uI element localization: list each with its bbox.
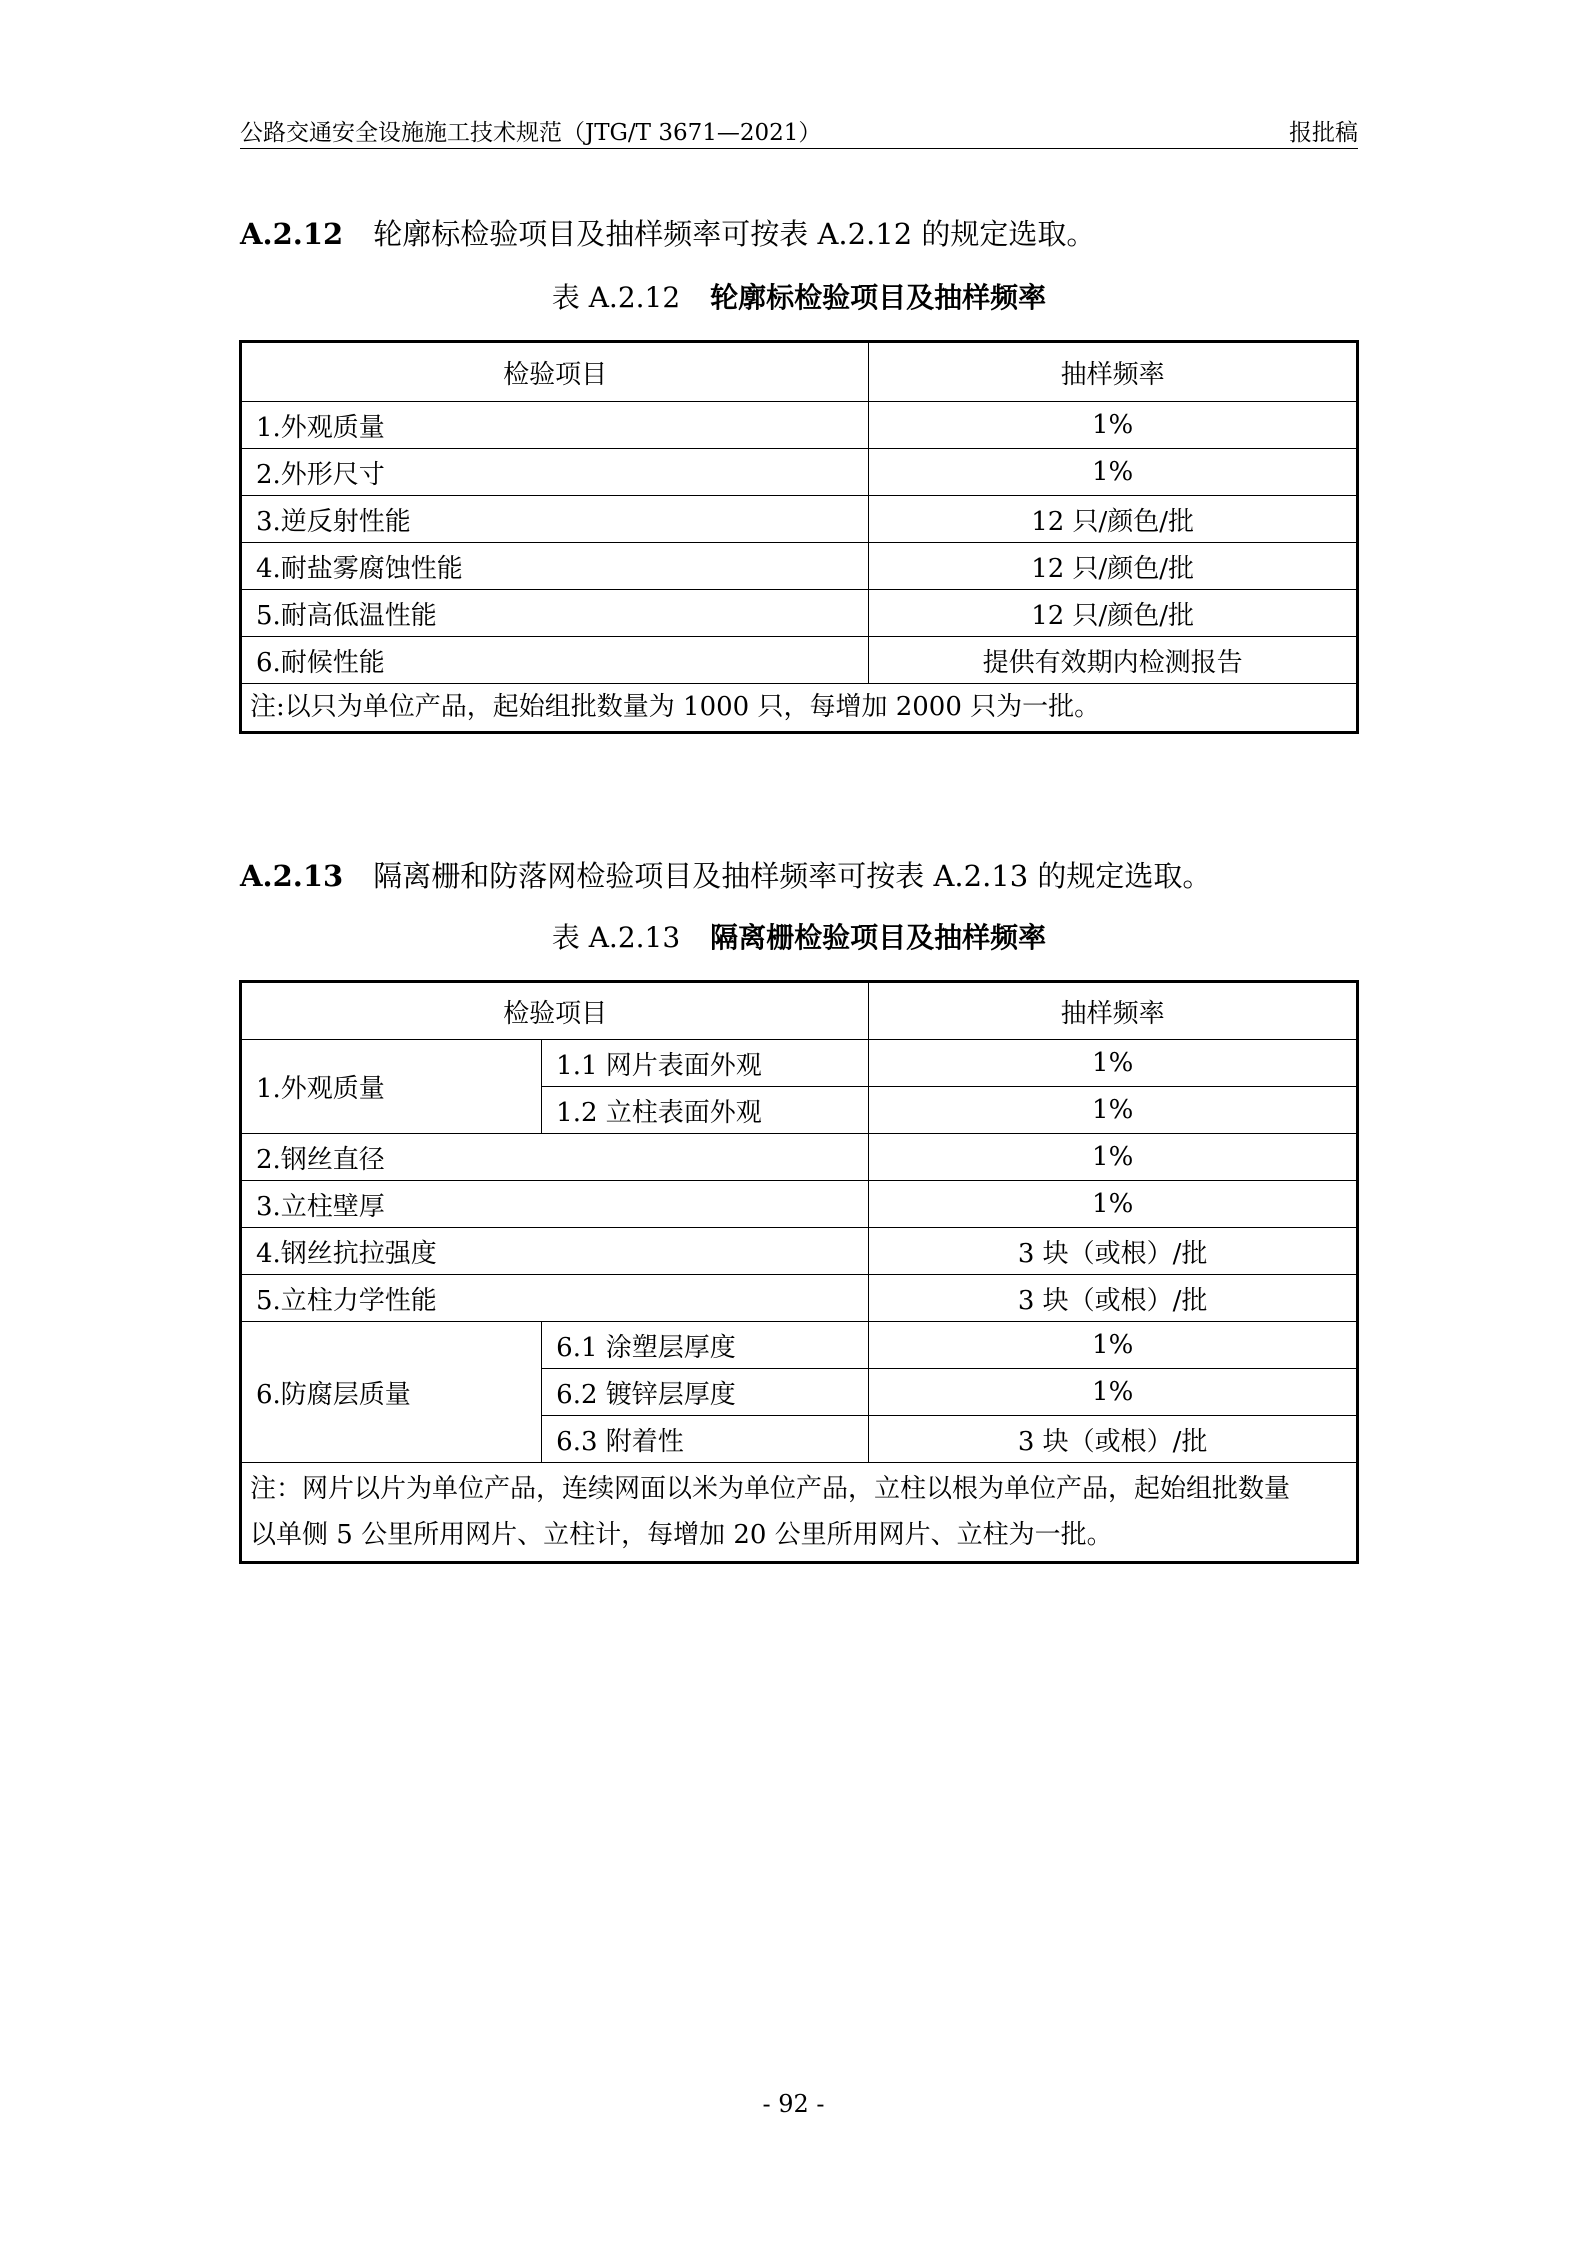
table-row [241, 1040, 1358, 1087]
note-line-2: 以单侧 5 公里所用网片、立柱计，每增加 20 公里所用网片、立柱为一批。 [250, 1520, 1113, 1550]
sub-item-cell: 1.2 立柱表面外观 [542, 1087, 869, 1134]
table-header-row [241, 982, 1358, 1040]
header-title: 公路交通安全设施施工技术规范（JTG/T 3671—2021） [240, 120, 822, 146]
table-title-a212 [240, 278, 1358, 318]
freq-cell: 3 块（或根）/批 [869, 1416, 1358, 1463]
table-note: 注:以只为单位产品，起始组批数量为 1000 只，每增加 2000 只为一批。 [241, 684, 1358, 733]
item-cell: 5.耐高低温性能 [241, 590, 869, 637]
table-a212 [239, 340, 1359, 734]
sub-item-cell: 6.1 涂塑层厚度 [542, 1322, 869, 1369]
sub-item-cell: 6.2 镀锌层厚度 [542, 1369, 869, 1416]
freq-cell: 1% [869, 1087, 1358, 1134]
freq-cell: 1% [869, 402, 1358, 449]
table-note [241, 1463, 1358, 1563]
item-cell: 2.钢丝直径 [241, 1134, 869, 1181]
group-item-cell: 1.外观质量 [241, 1040, 542, 1134]
freq-cell: 12 只/颜色/批 [869, 496, 1358, 543]
table-row [241, 449, 1358, 496]
sub-item-cell: 6.3 附着性 [542, 1416, 869, 1463]
page-number: - 92 - [762, 2090, 825, 2118]
table-row [241, 1134, 1358, 1181]
note-line-1: 注：网片以片为单位产品，连续网面以米为单位产品，立柱以根为单位产品，起始组批数量 [250, 1474, 1291, 1504]
item-cell: 3.立柱壁厚 [241, 1181, 869, 1228]
header-cell-item: 检验项目 [241, 342, 869, 402]
freq-cell: 1% [869, 1134, 1358, 1181]
header-status: 报批稿 [1289, 120, 1358, 146]
clause-text: 轮廓标检验项目及抽样频率可按表 A.2.12 的规定选取。 [373, 217, 1096, 251]
clause-a212 [240, 214, 1095, 254]
item-cell: 4.钢丝抗拉强度 [241, 1228, 869, 1275]
item-cell: 5.立柱力学性能 [241, 1275, 869, 1322]
table-note-row [241, 684, 1358, 733]
table-title-a213 [240, 918, 1358, 958]
header-cell-freq: 抽样频率 [869, 982, 1358, 1040]
table-row [241, 496, 1358, 543]
group-item-cell: 6.防腐层质量 [241, 1322, 542, 1463]
table-a213 [239, 980, 1359, 1564]
table-row [241, 590, 1358, 637]
clause-text: 隔离栅和防落网检验项目及抽样频率可按表 A.2.13 的规定选取。 [373, 859, 1212, 893]
header-cell-freq: 抽样频率 [869, 342, 1358, 402]
freq-cell: 3 块（或根）/批 [869, 1275, 1358, 1322]
table-row [241, 543, 1358, 590]
freq-cell: 12 只/颜色/批 [869, 590, 1358, 637]
item-cell: 6.耐候性能 [241, 637, 869, 684]
sub-item-cell: 1.1 网片表面外观 [542, 1040, 869, 1087]
freq-cell: 1% [869, 1322, 1358, 1369]
header-cell-item: 检验项目 [241, 982, 869, 1040]
table-row [241, 637, 1358, 684]
freq-cell: 1% [869, 1181, 1358, 1228]
freq-cell: 1% [869, 1040, 1358, 1087]
freq-cell: 1% [869, 1369, 1358, 1416]
freq-cell: 1% [869, 449, 1358, 496]
table-row [241, 1322, 1358, 1369]
table-row [241, 402, 1358, 449]
item-cell: 3.逆反射性能 [241, 496, 869, 543]
page-header [240, 108, 1358, 149]
item-cell: 1.外观质量 [241, 402, 869, 449]
table-row [241, 1181, 1358, 1228]
table-name: 轮廓标检验项目及抽样频率 [710, 281, 1047, 314]
freq-cell: 提供有效期内检测报告 [869, 637, 1358, 684]
item-cell: 2.外形尺寸 [241, 449, 869, 496]
freq-cell: 3 块（或根）/批 [869, 1228, 1358, 1275]
table-header-row [241, 342, 1358, 402]
table-name: 隔离栅检验项目及抽样频率 [710, 921, 1047, 954]
clause-number: A.2.12 [240, 217, 344, 251]
table-row [241, 1275, 1358, 1322]
item-cell: 4.耐盐雾腐蚀性能 [241, 543, 869, 590]
table-note-row [241, 1463, 1358, 1563]
table-row [241, 1228, 1358, 1275]
freq-cell: 12 只/颜色/批 [869, 543, 1358, 590]
table-label: 表 A.2.12 [551, 281, 681, 314]
table-label: 表 A.2.13 [551, 921, 681, 954]
clause-number: A.2.13 [240, 859, 344, 893]
clause-a213 [240, 856, 1211, 896]
